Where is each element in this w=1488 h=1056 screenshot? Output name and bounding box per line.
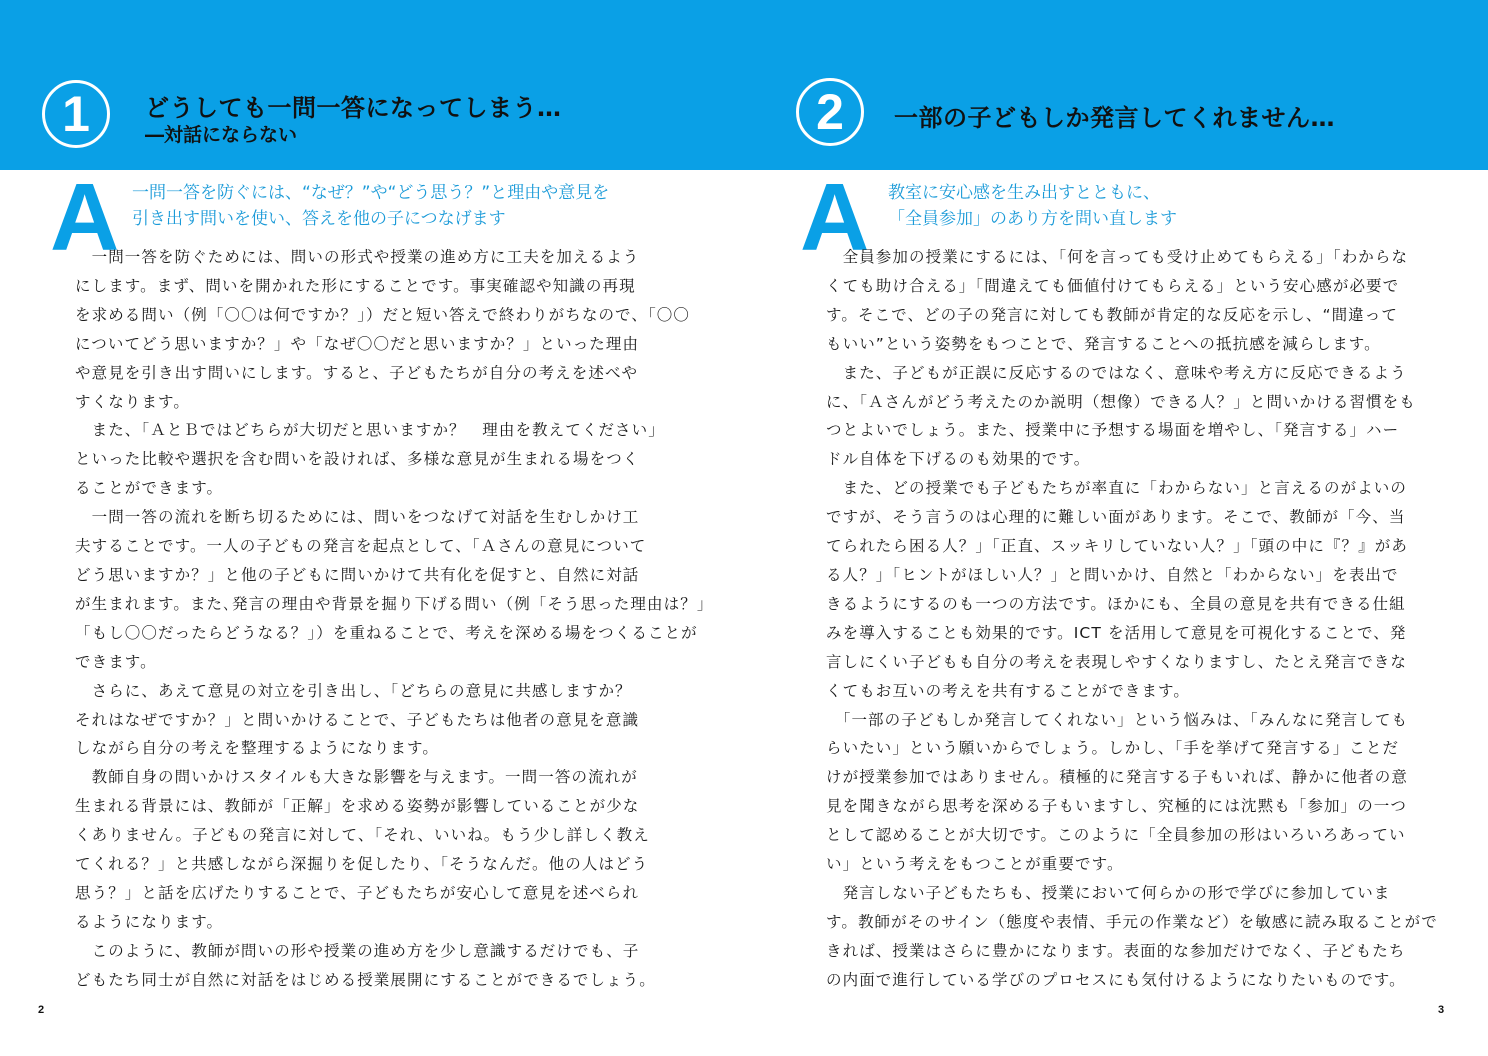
body-line: 教師自身の問いかけスタイルも大きな影響を与えます。一問一答の流れが <box>75 768 638 787</box>
body-line: しながら自分の考えを整理するようになります。 <box>75 739 439 758</box>
question-title: どうしても一問一答になってしまう… <box>145 94 562 122</box>
body-line: さらに、あえて意見の対立を引き出し、「どちらの意見に共感しますか？ <box>75 681 632 700</box>
body-line: ドル自体を下げるのも効果的です。 <box>826 450 1091 469</box>
answer-heading-line: 一問一答を防ぐには、“なぜ？”や“どう思う？”と理由や意見を <box>132 183 610 203</box>
body-line: す。そこで、どの子の発言に対しても教師が肯定的な反応を示し、“間違って <box>826 305 1398 324</box>
answer-heading <box>888 180 1177 232</box>
body-line: 見を聞きながら思考を深める子もいますし、究極的には沈黙も「参加」の一つ <box>826 797 1408 816</box>
answer-heading-line: 「全員参加」のあり方を問い直します <box>888 209 1177 229</box>
answer-heading <box>132 180 609 232</box>
body-line: るようになります。 <box>75 912 224 931</box>
body-line: くありません。子どもの発言に対して、「それ、いいね。もう少し詳しく教え <box>75 826 650 845</box>
body-line: 一問一答を防ぐためには、問いの形式や授業の進め方に工夫を加えるよう <box>75 248 640 266</box>
body-line: てられたら困る人？」「正直、スッキリしていない人？」「頭の中に『？』があ <box>826 537 1408 556</box>
right-page <box>744 0 1488 1056</box>
body-line: や意見を引き出す問いにします。すると、子どもたちが自分の考えを述べや <box>75 363 639 382</box>
body-text <box>75 243 714 995</box>
body-line: い」という考えをもつことが重要です。 <box>826 855 1124 874</box>
body-line: くても助け合える」「間違えても価値付けてもらえる」という安心感が必要で <box>826 276 1400 295</box>
body-line: 一問一答の流れを断ち切るためには、問いをつなげて対話を生むしかけ工 <box>75 508 640 527</box>
body-line: 生まれる背景には、教師が「正解」を求める姿勢が影響していることが少な <box>75 797 640 816</box>
body-line: どもたち同士が自然に対話をはじめる授業展開にすることができるでしょう。 <box>75 970 656 989</box>
body-line: くてもお互いの考えを共有することができます。 <box>826 681 1190 700</box>
question-title: 一部の子どもしか発言してくれません… <box>894 104 1335 132</box>
body-line: てくれる？」と共感しながら深掘りを促したり、「そうなんだ。他の人はどう <box>75 855 649 874</box>
body-line: る人？」「ヒントがほしい人？」と問いかけ、自然と「わからない」を表出で <box>826 565 1399 584</box>
body-line: きれば、授業はさらに豊かになります。表面的な参加だけでなく、子どもたち <box>826 941 1406 960</box>
body-line: す。教師がそのサイン（態度や表情、手元の作業など）を敏感に読み取ることがで <box>826 912 1438 931</box>
body-line: を求める問い（例「〇〇は何ですか？」）だと短い答えで終わりがちなので、「〇〇 <box>75 305 690 324</box>
body-line: すくなります。 <box>75 392 190 411</box>
body-line: 思う？」と話を広げたりすることで、子どもたちが安心して意見を述べられ <box>75 883 640 902</box>
answer-mark: A <box>800 164 870 271</box>
body-line: きるようにするのも一つの方法です。ほかにも、全員の意見を共有できる仕組 <box>826 594 1406 613</box>
body-line: このように、教師が問いの形や授業の進め方を少し意識するだけでも、子 <box>75 941 640 960</box>
body-line: にします。まず、問いを開かれた形にすることです。事実確認や知識の再現 <box>75 276 636 295</box>
body-line: また、どの授業でも子どもたちが率直に「わからない」と言えるのがよいの <box>826 479 1408 498</box>
body-line: どう思いますか？」と他の子どもに問いかけて共有化を促すと、自然に対話 <box>75 565 640 584</box>
body-line: 言しにくい子どもも自分の考えを表現しやすくなりますし、たとえ発言できな <box>826 652 1408 671</box>
body-line: といった比較や選択を含む問いを設ければ、多様な意見が生まれる場をつく <box>75 450 640 469</box>
body-line: の内面で進行している学びのプロセスにも気付けるようになりたいものです。 <box>826 970 1406 989</box>
answer-mark: A <box>50 164 120 271</box>
body-line: みを導入することも効果的です。ICT を活用して意見を可視化することで、発 <box>826 623 1407 642</box>
body-line: けが授業参加ではありません。積極的に発言する子もいれば、静かに他者の意 <box>826 768 1408 787</box>
body-line: 全員参加の授業にするには、「何を言っても受け止めてもらえる」「わからな <box>826 248 1409 266</box>
body-line: 「一部の子どもしか発言してくれない」という悩みは、「みんなに発言しても <box>826 710 1409 729</box>
body-line: できます。 <box>75 652 157 671</box>
body-text <box>826 243 1438 995</box>
body-line: また、子どもが正誤に反応するのではなく、意味や考え方に反応できるよう <box>826 363 1407 382</box>
question-number-badge: 1 <box>42 80 110 148</box>
body-line: ですが、そう言うのは心理的に難しい面があります。そこで、教師が「今、当 <box>826 508 1406 527</box>
question-subtitle: ―対話にならない <box>145 124 298 146</box>
question-number-badge: 2 <box>796 78 864 146</box>
answer-heading-line: 教室に安心感を生み出すとともに、 <box>888 183 1160 203</box>
body-line: また、「ＡとＢではどちらが大切だと思いますか？ 理由を教えてください」 <box>75 421 665 440</box>
body-line: 「もし〇〇だったらどうなる？」）を重ねることで、考えを深める場をつくることが <box>75 623 698 642</box>
page-number: 3 <box>1438 1004 1445 1016</box>
answer-heading-line: 引き出す問いを使い、答えを他の子につなげます <box>132 209 506 229</box>
body-line: もいい”という姿勢をもつことで、発言することへの抵抗感を減らします。 <box>826 334 1381 353</box>
body-line: に、「Ａさんがどう考えたのか説明（想像）できる人？」と問いかける習慣をも <box>826 392 1416 411</box>
page-number: 2 <box>38 1004 45 1016</box>
body-line: 発言しない子どもたちも、授業において何らかの形で学びに参加していま <box>826 883 1391 902</box>
body-line: つとよいでしょう。また、授業中に予想する場面を増やし、「発言する」ハー <box>826 421 1400 440</box>
body-line: ることができます。 <box>75 479 224 498</box>
body-line: らいたい」という願いからでしょう。しかし、「手を挙げて発言する」ことだ <box>826 739 1400 758</box>
body-line: についてどう思いますか？」や「なぜ〇〇だと思いますか？」といった理由 <box>75 334 640 353</box>
body-line: 夫することです。一人の子どもの発言を起点として、「Ａさんの意見について <box>75 537 647 556</box>
body-line: が生まれます。また､発言の理由や背景を掘り下げる問い（例「そう思った理由は？」 <box>75 594 714 613</box>
body-line: として認めることが大切です。このように「全員参加の形はいろいろあってい <box>826 826 1406 845</box>
body-line: それはなぜですか？」と問いかけることで、子どもたちは他者の意見を意識 <box>75 710 640 729</box>
